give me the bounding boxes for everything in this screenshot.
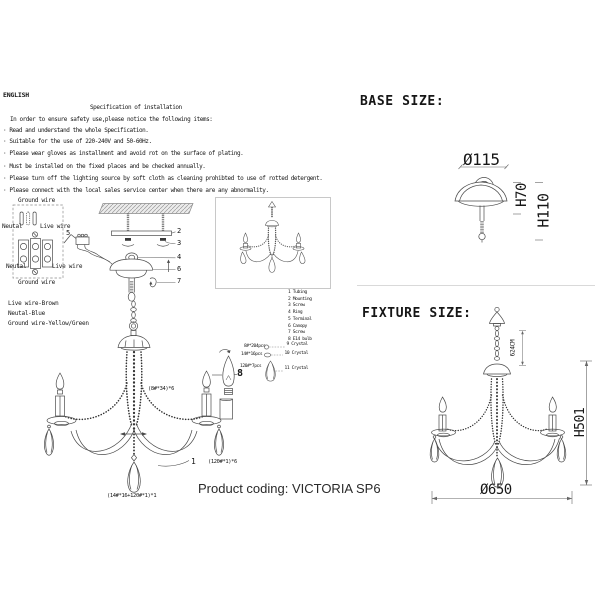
callout-6: 6 — [177, 264, 182, 273]
live-wire-label-bottom: Live wire — [52, 262, 83, 270]
parts-list-item: 9 Crystal — [286, 342, 308, 348]
ground-wire-label-top: Ground wire — [18, 196, 55, 204]
mini-arm-left — [246, 251, 271, 262]
crystal-qty-label: 8#*204pcs — [244, 343, 266, 349]
legend-live: Live wire-Brown — [8, 300, 59, 307]
exploded-chandelier-drawing — [30, 295, 263, 500]
installation-diagram — [0, 193, 210, 308]
base-size-diagram — [420, 148, 595, 248]
chain-length-dim: 624CM — [508, 339, 516, 356]
parts-list-item: 8 E14 bulb — [288, 336, 312, 342]
finial — [269, 202, 276, 208]
parts-list-item: 11 Crystal — [284, 366, 309, 372]
mini-bobeche — [266, 221, 279, 226]
mount-nuts — [122, 238, 169, 246]
fixture-size-heading: FIXTURE SIZE: — [362, 306, 472, 321]
arm-right — [133, 423, 197, 455]
h110-dim-ticks — [535, 183, 543, 241]
candle-left — [56, 373, 65, 416]
beads-count-label: (8#*34)*6 — [148, 386, 175, 392]
oval-bead-icon — [264, 353, 270, 357]
instruction-line: · Must be installed on the fixed places and be checked annually. — [3, 162, 206, 170]
terminal-wiring-box — [13, 205, 63, 278]
neutral-wire-label-top: Neutal — [2, 222, 23, 230]
instruction-line: · Please connect with the local sales service center when there are any abnormality. — [3, 186, 269, 194]
mini-drop-center — [269, 258, 275, 272]
arm-right — [497, 438, 560, 465]
arm-left — [71, 423, 135, 455]
h501-dim — [580, 361, 592, 485]
intro-line: In order to ensure safety use,please notice the following items: — [10, 115, 213, 123]
parts-list-item: 1 Tubing — [288, 290, 307, 295]
product-coding: Product coding: VICTORIA SP6 — [198, 481, 381, 496]
parts-list-item: 10 Crystal — [284, 351, 309, 357]
spec-title: Specification of installation — [90, 103, 182, 111]
ground-wire-label-bottom: Ground wire — [18, 278, 55, 286]
language-label: ENGLISH — [3, 90, 29, 99]
column-bead-strands — [491, 379, 503, 445]
up-arrow — [167, 260, 170, 273]
h70-dim-ticks — [513, 183, 521, 215]
mini-drop-right — [300, 252, 305, 264]
crystal-qty-label: 120#*7pcs — [240, 364, 262, 369]
base-diameter-dim: Ø115 — [463, 150, 500, 169]
drop-crystal-left — [430, 436, 439, 462]
callout-leaders — [138, 232, 176, 283]
terminal-connector — [64, 234, 112, 264]
stem — [479, 206, 485, 243]
leader-1 — [158, 461, 189, 467]
drop-crystal-left — [44, 425, 53, 455]
neutral-wire-label-bottom: Neutal — [6, 262, 27, 270]
mini-candle-left — [243, 233, 247, 243]
arm-crystal-label: (120#*1)*6 — [208, 458, 237, 465]
cup-left — [47, 417, 76, 425]
fixture-diameter-dim: Ø650 — [480, 482, 512, 498]
base-h110-dim: H110 — [534, 193, 553, 228]
bobeche — [484, 364, 511, 376]
candle-right — [549, 397, 556, 431]
callout-3: 3 — [177, 239, 182, 247]
candle-sleeve — [220, 399, 233, 419]
chandelier-preview — [215, 197, 331, 289]
mini-drop-left — [241, 252, 246, 264]
finial — [490, 307, 505, 330]
column-bead-strands — [126, 352, 142, 427]
arm-left — [435, 438, 498, 465]
parts-list-item: 2 Mounting — [288, 296, 312, 302]
callout-7: 7 — [177, 277, 182, 285]
parts-list-item: 7 Screw — [288, 330, 305, 336]
callout-4: 4 — [177, 253, 182, 261]
diameter-dim — [432, 491, 572, 504]
octagon-bead-icon — [264, 345, 268, 349]
fixture-height-dim: H501 — [573, 407, 589, 437]
live-wire-label-top: Live wire — [40, 222, 71, 230]
hanging-chain — [129, 301, 137, 336]
instruction-line: · Read and understand the whole Specification. — [3, 126, 149, 134]
crystal-icons — [262, 341, 292, 389]
candle-left — [439, 397, 446, 431]
base-h70-dim: H70 — [513, 182, 530, 207]
screw-hook — [149, 278, 156, 287]
drop-crystal-right — [214, 425, 223, 455]
canopy — [110, 259, 153, 278]
mount-bolts — [128, 214, 163, 232]
drop-crystal-right — [557, 436, 566, 462]
callout-2: 2 — [177, 227, 182, 235]
callout-5: 5 — [66, 228, 71, 237]
center-drop — [128, 428, 141, 492]
parts-list-item: 3 Screw — [288, 303, 305, 309]
callout-1: 1 — [191, 457, 196, 466]
instruction-line: · Please wear gloves as installment and avoid rot on the surface of plating. — [3, 149, 244, 157]
chain-dim — [519, 331, 526, 366]
fixture-size-diagram — [355, 295, 600, 510]
e14-bulb — [212, 350, 237, 395]
mini-candle-right — [296, 233, 300, 243]
bottom-crystal-label: (14#*16+120#*1)*1 — [107, 493, 157, 499]
teardrop-crystal-icon — [266, 361, 276, 381]
instruction-line: · Please turn off the lighting source by soft cloth as cleaning prohibted to use of rotted detergent. — [3, 174, 323, 182]
parts-list-item: 4 Ring — [288, 310, 303, 316]
canopy-bell — [455, 182, 507, 206]
mini-arm-right — [273, 251, 298, 262]
section-divider — [357, 285, 595, 286]
chain — [494, 331, 499, 361]
cup-left — [432, 429, 456, 436]
legend-neutral: Neutal-Blue — [8, 310, 45, 317]
base-size-heading: BASE SIZE: — [360, 94, 445, 109]
crystal-qty-label: 14#*16pcs — [241, 351, 263, 357]
candle-right — [202, 371, 211, 416]
bobeche — [118, 336, 150, 351]
stem — [129, 278, 134, 293]
instruction-line: · Suitable for the use of 220-240V and 50-60Hz. — [3, 138, 152, 145]
parts-list-item: 5 Terminal — [288, 316, 312, 322]
parts-list-item: 6 Canopy — [288, 323, 307, 329]
ceiling — [99, 204, 193, 214]
mounting-bar — [112, 231, 172, 236]
legend-ground: Ground wire-Yellow/Green — [8, 320, 89, 327]
diameter-dim-line — [459, 165, 509, 170]
callout-8: 8 — [237, 368, 244, 379]
cup-right — [192, 417, 221, 425]
